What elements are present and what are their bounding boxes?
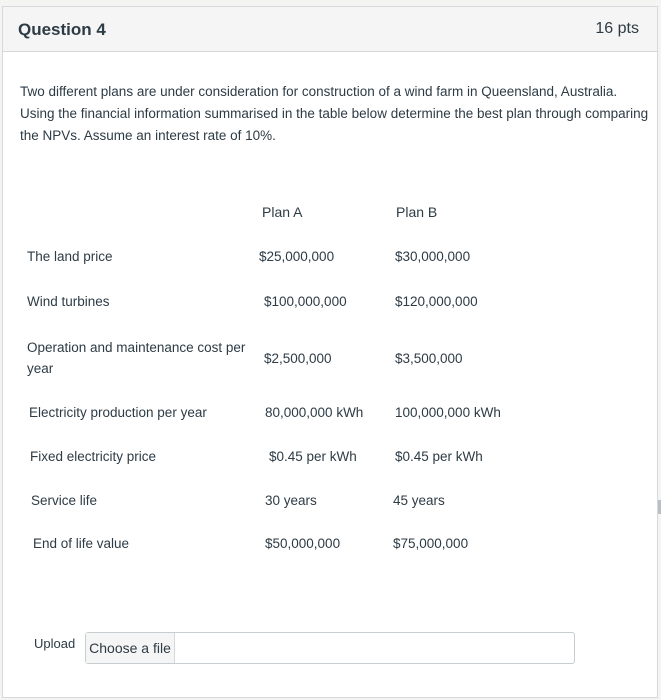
cell-plan-b-wind-turbines: $120,000,000 <box>395 294 478 309</box>
cell-plan-b-end-of-life-value: $75,000,000 <box>393 536 469 551</box>
cell-plan-b-electricity-price: $0.45 per kWh <box>395 449 483 464</box>
cell-plan-a-land-price: $25,000,000 <box>259 249 335 264</box>
question-card <box>2 6 658 698</box>
question-header <box>3 7 657 52</box>
cell-plan-a-electricity-price: $0.45 per kWh <box>269 449 357 464</box>
cell-plan-a-service-life: 30 years <box>265 493 317 508</box>
question-title: Question 4 <box>18 20 106 39</box>
cell-plan-b-operation-cost: $3,500,000 <box>395 351 463 366</box>
cell-plan-b-service-life: 45 years <box>393 493 445 508</box>
row-label-electricity-price: Fixed electricity price <box>30 449 157 464</box>
row-label-service-life: Service life <box>31 493 98 508</box>
cell-plan-a-electricity-production: 80,000,000 kWh <box>265 405 364 420</box>
row-label-land-price: The land price <box>27 249 113 264</box>
cell-plan-a-operation-cost: $2,500,000 <box>264 351 332 366</box>
column-header-plan-a: Plan A <box>262 204 303 220</box>
choose-file-button[interactable]: Choose a file <box>86 633 175 663</box>
row-label-end-of-life-value: End of life value <box>33 536 130 551</box>
cell-plan-a-end-of-life-value: $50,000,000 <box>265 536 341 551</box>
question-points: 16 pts <box>595 20 639 37</box>
row-label-electricity-production: Electricity production per year <box>29 405 207 420</box>
question-text: Two different plans are under consideration for construction of a wind farm in Queensland, Australia. Using the financial information summarised in the table below determine the best plan through comparing the NPVs. Assume an interest rate of 10%. <box>20 84 649 143</box>
cell-plan-a-wind-turbines: $100,000,000 <box>264 294 347 309</box>
cell-plan-b-electricity-production: 100,000,000 kWh <box>395 405 501 420</box>
cell-plan-b-land-price: $30,000,000 <box>395 249 471 264</box>
row-label-wind-turbines: Wind turbines <box>27 294 110 309</box>
column-header-plan-b: Plan B <box>396 204 438 220</box>
row-label-operation-cost: Operation and maintenance cost per year <box>27 340 246 376</box>
upload-label: Upload <box>34 636 76 651</box>
